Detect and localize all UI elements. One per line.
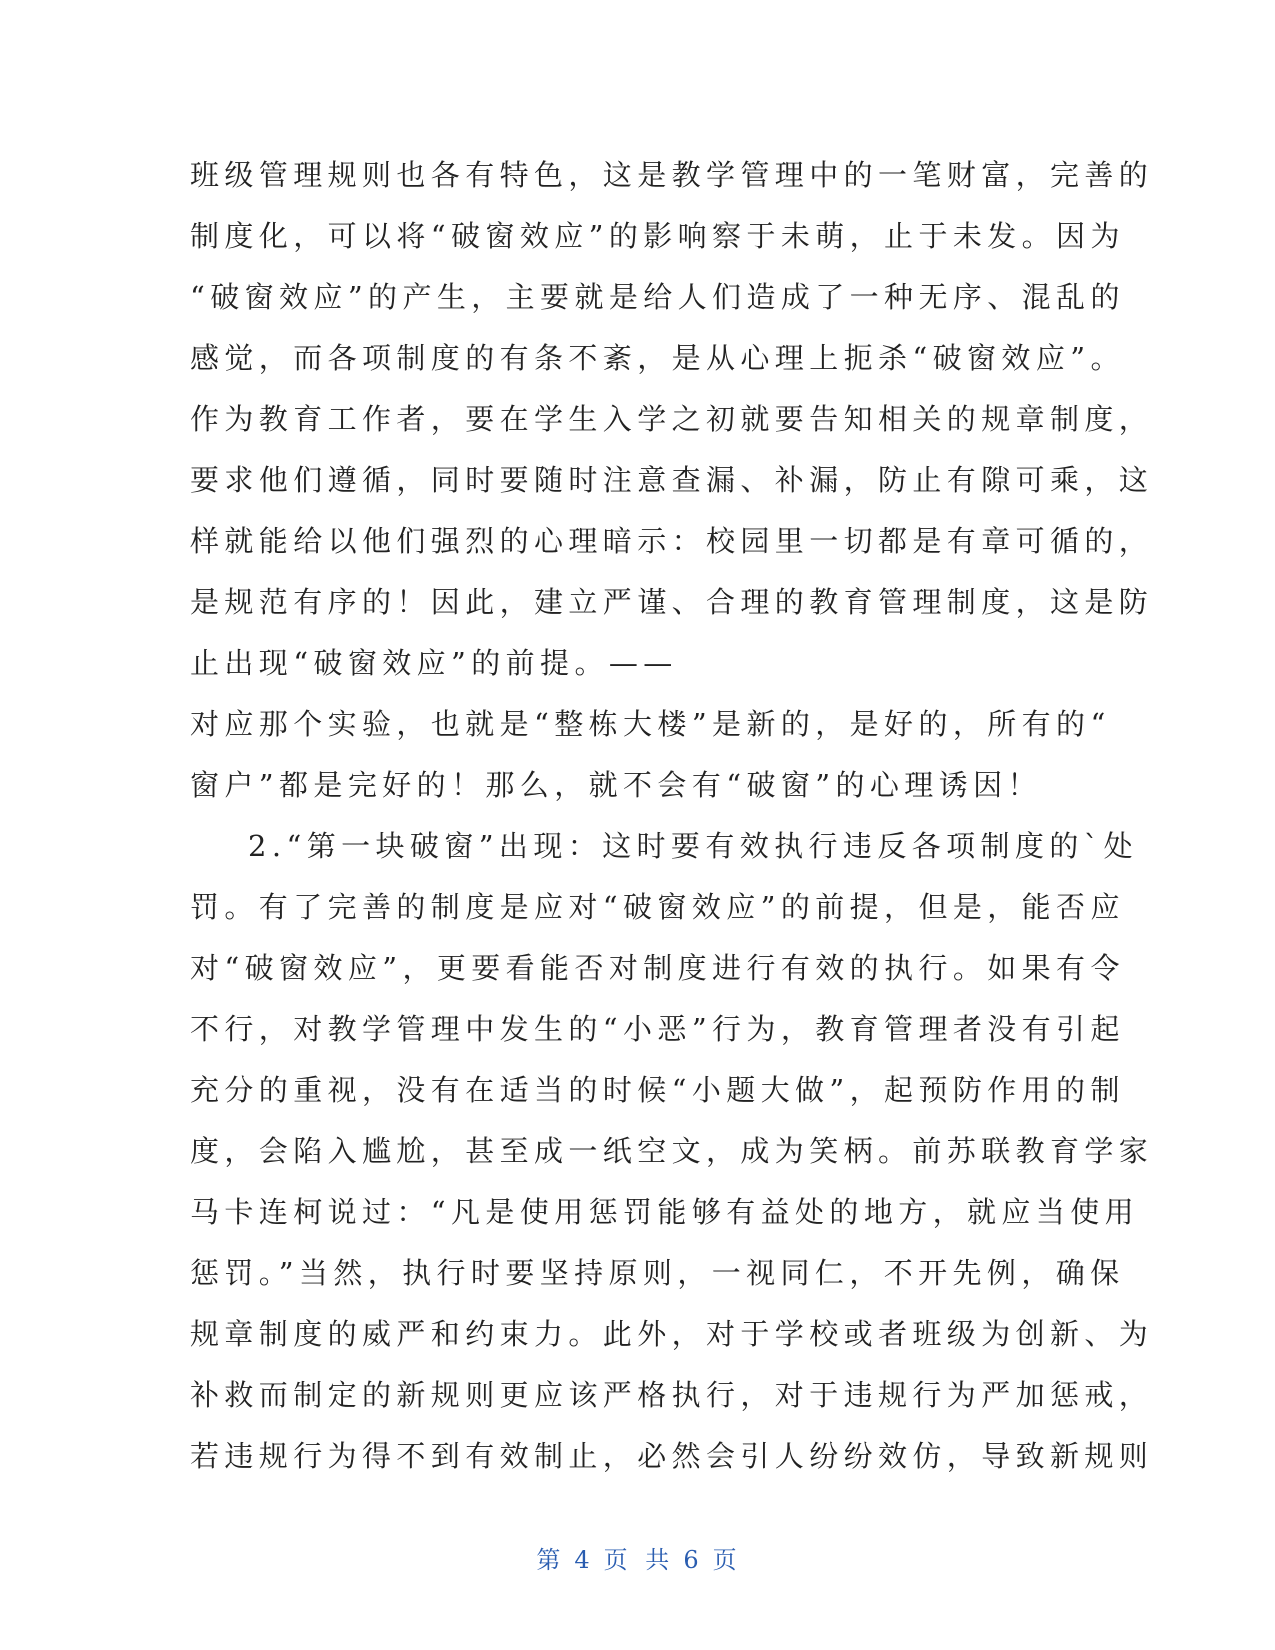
body-text — [190, 145, 1154, 1487]
text-line: 感觉，而各项制度的有条不紊，是从心理上扼杀“破窗效应”。 — [190, 341, 1125, 375]
text-line: 对“破窗效应”，更要看能否对制度进行有效的执行。如果有令 — [190, 951, 1125, 985]
text-line: 制度化，可以将“破窗效应”的影响察于未萌，止于未发。因为 — [190, 219, 1125, 253]
text-line: 补救而制定的新规则更应该严格执行，对于违规行为严加惩戒， — [190, 1378, 1154, 1412]
text-line: 作为教育工作者，要在学生入学之初就要告知相关的规章制度， — [190, 402, 1154, 436]
text-line: “破窗效应”的产生，主要就是给人们造成了一种无序、混乱的 — [190, 280, 1125, 314]
text-line: 是规范有序的！因此，建立严谨、合理的教育管理制度，这是防 — [190, 585, 1154, 619]
text-line: 要求他们遵循，同时要随时注意查漏、补漏，防止有隙可乘，这 — [190, 463, 1154, 497]
text-line: 马卡连柯说过：“凡是使用惩罚能够有益处的地方，就应当使用 — [190, 1195, 1140, 1229]
footer-prefix: 第 — [536, 1546, 563, 1574]
page-number-footer — [0, 1540, 1275, 1575]
text-line: 止出现“破窗效应”的前提。—— — [190, 646, 678, 680]
footer-middle: 页 共 — [603, 1546, 672, 1574]
text-line: 罚。有了完善的制度是应对“破窗效应”的前提，但是，能否应 — [190, 890, 1125, 924]
text-line: 样就能给以他们强烈的心理暗示：校园里一切都是有章可循的， — [190, 524, 1154, 558]
text-line: 度，会陷入尴尬，甚至成一纸空文，成为笑柄。前苏联教育学家 — [190, 1134, 1154, 1168]
text-line: 若违规行为得不到有效制止，必然会引人纷纷效仿，导致新规则 — [190, 1439, 1154, 1473]
text-line: 惩罚。”当然，执行时要坚持原则，一视同仁，不开先例，确保 — [190, 1256, 1125, 1290]
text-line: 班级管理规则也各有特色，这是教学管理中的一笔财富，完善的 — [190, 158, 1154, 192]
footer-total-pages: 6 — [683, 1546, 701, 1574]
text-line: 规章制度的威严和约束力。此外，对于学校或者班级为创新、为 — [190, 1317, 1154, 1351]
text-line-section-start: 2.“第一块破窗”出现：这时要有效执行违反各项制度的`处 — [248, 829, 1139, 863]
footer-current-page: 4 — [574, 1546, 592, 1574]
text-line: 对应那个实验，也就是“整栋大楼”是新的，是好的，所有的“ — [190, 707, 1111, 741]
footer-suffix: 页 — [712, 1546, 739, 1574]
text-line: 充分的重视，没有在适当的时候“小题大做”，起预防作用的制 — [190, 1073, 1125, 1107]
text-line: 不行，对教学管理中发生的“小恶”行为，教育管理者没有引起 — [190, 1012, 1125, 1046]
text-line: 窗户”都是完好的！那么，就不会有“破窗”的心理诱因！ — [190, 768, 1042, 802]
